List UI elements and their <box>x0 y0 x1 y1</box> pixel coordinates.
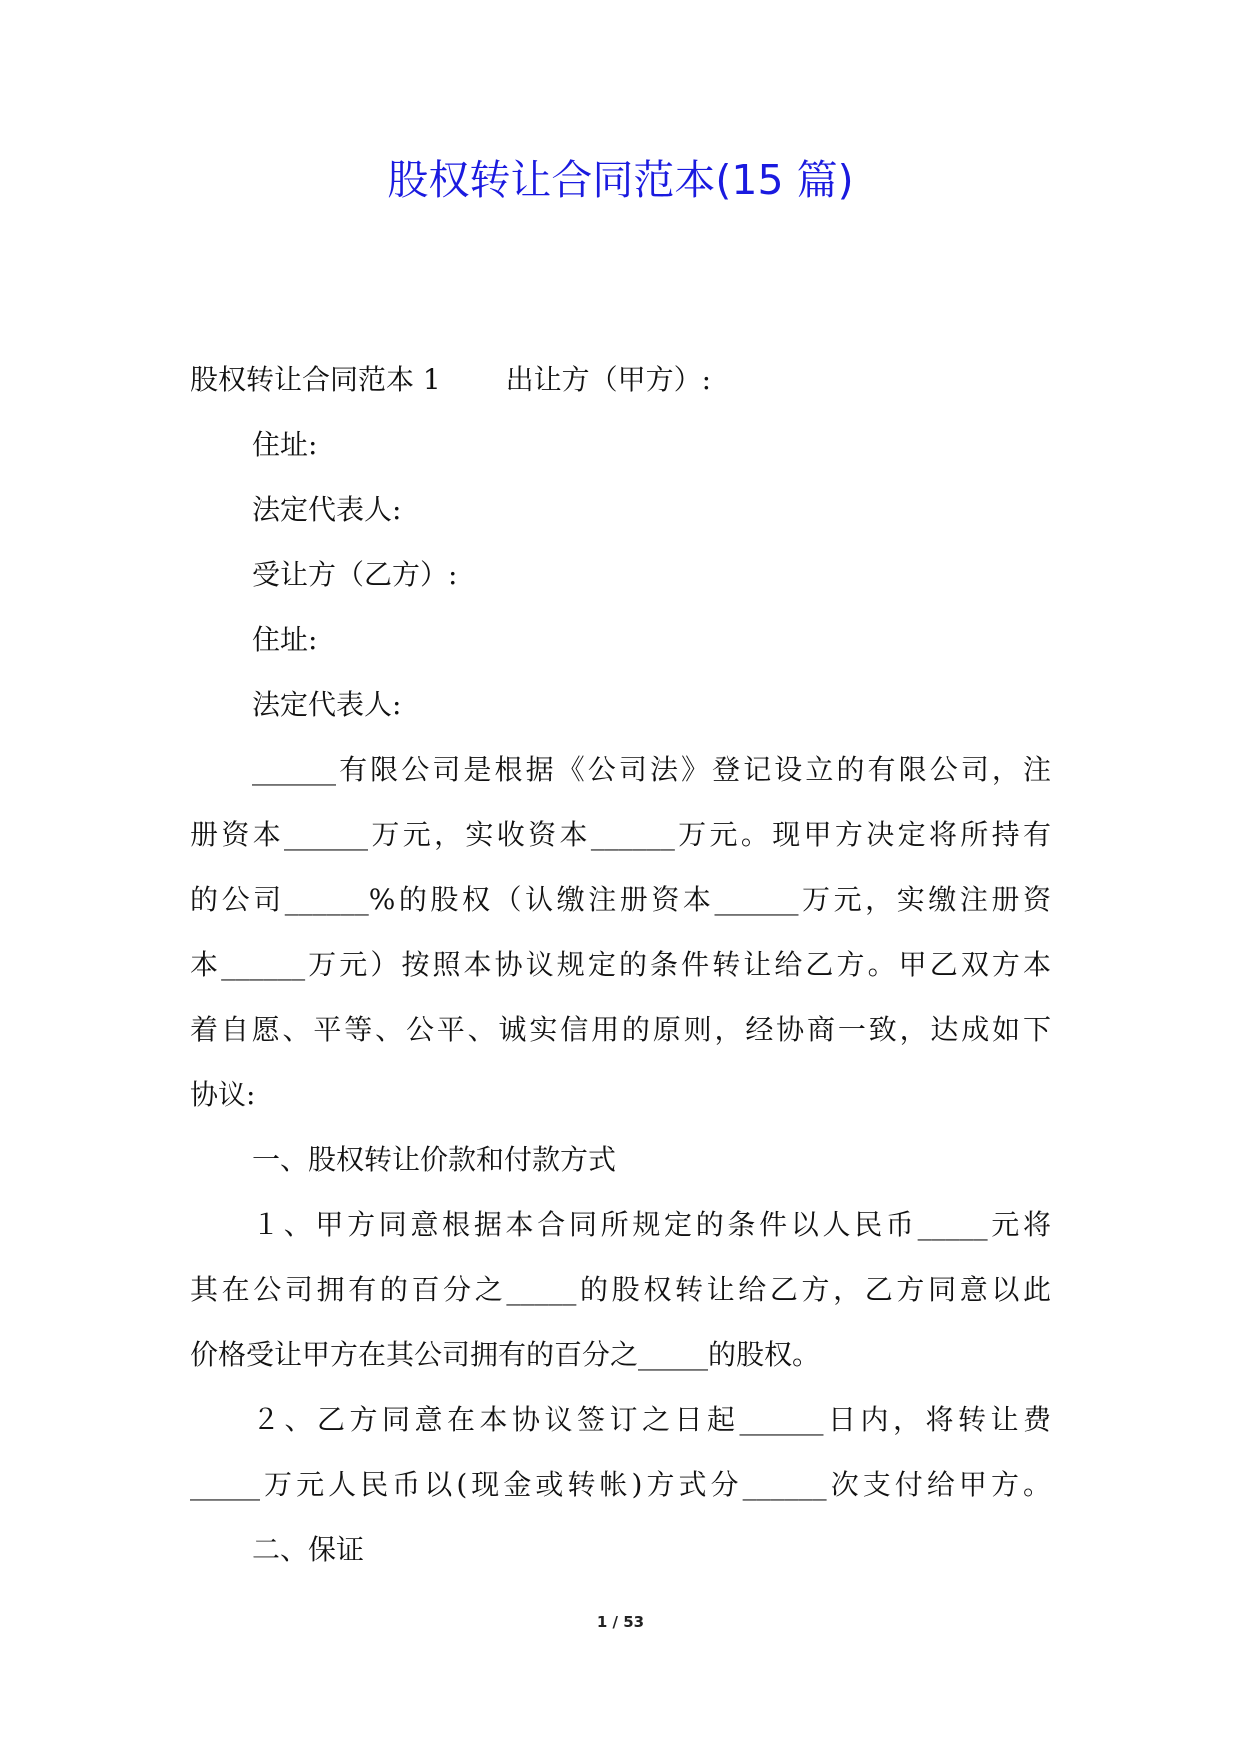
body-paragraph-line: 册资本______万元，实收资本______万元。现甲方决定将所持有 <box>190 818 1051 851</box>
party-b-label: 受让方（乙方）: <box>252 558 458 591</box>
body-paragraph-line: ______有限公司是根据《公司法》登记设立的有限公司，注 <box>252 753 1051 786</box>
document-title: 股权转让合同范本(15 篇) <box>387 156 854 204</box>
body-paragraph-line: 协议: <box>190 1078 256 1111</box>
clause-line: 其在公司拥有的百分之_____的股权转让给乙方，乙方同意以此 <box>190 1273 1051 1306</box>
party-b-address-label: 住址: <box>252 623 318 656</box>
body-paragraph-line: 本______万元）按照本协议规定的条件转让给乙方。甲乙双方本 <box>190 948 1051 981</box>
party-a-representative-label: 法定代表人: <box>252 493 402 526</box>
contract-heading-line: 股权转让合同范本 1 出让方（甲方）: <box>190 363 712 396</box>
body-paragraph-line: 的公司______%的股权（认缴注册资本______万元，实缴注册资 <box>190 883 1051 916</box>
section-heading: 一、股权转让价款和付款方式 <box>252 1143 617 1176</box>
clause-line: 价格受让甲方在其公司拥有的百分之_____的股权。 <box>190 1338 821 1371</box>
clause-line: _____万元人民币以(现金或转帐)方式分______次支付给甲方。 <box>190 1468 1051 1501</box>
clause-line: １、甲方同意根据本合同所规定的条件以人民币_____元将 <box>252 1208 1051 1241</box>
party-a-address-label: 住址: <box>252 428 318 461</box>
page-number: 1 / 53 <box>596 1613 645 1631</box>
party-b-representative-label: 法定代表人: <box>252 688 402 721</box>
section-heading: 二、保证 <box>252 1533 365 1566</box>
clause-line: ２、乙方同意在本协议签订之日起______日内，将转让费 <box>252 1403 1051 1436</box>
body-paragraph-line: 着自愿、平等、公平、诚实信用的原则，经协商一致，达成如下 <box>190 1013 1051 1046</box>
